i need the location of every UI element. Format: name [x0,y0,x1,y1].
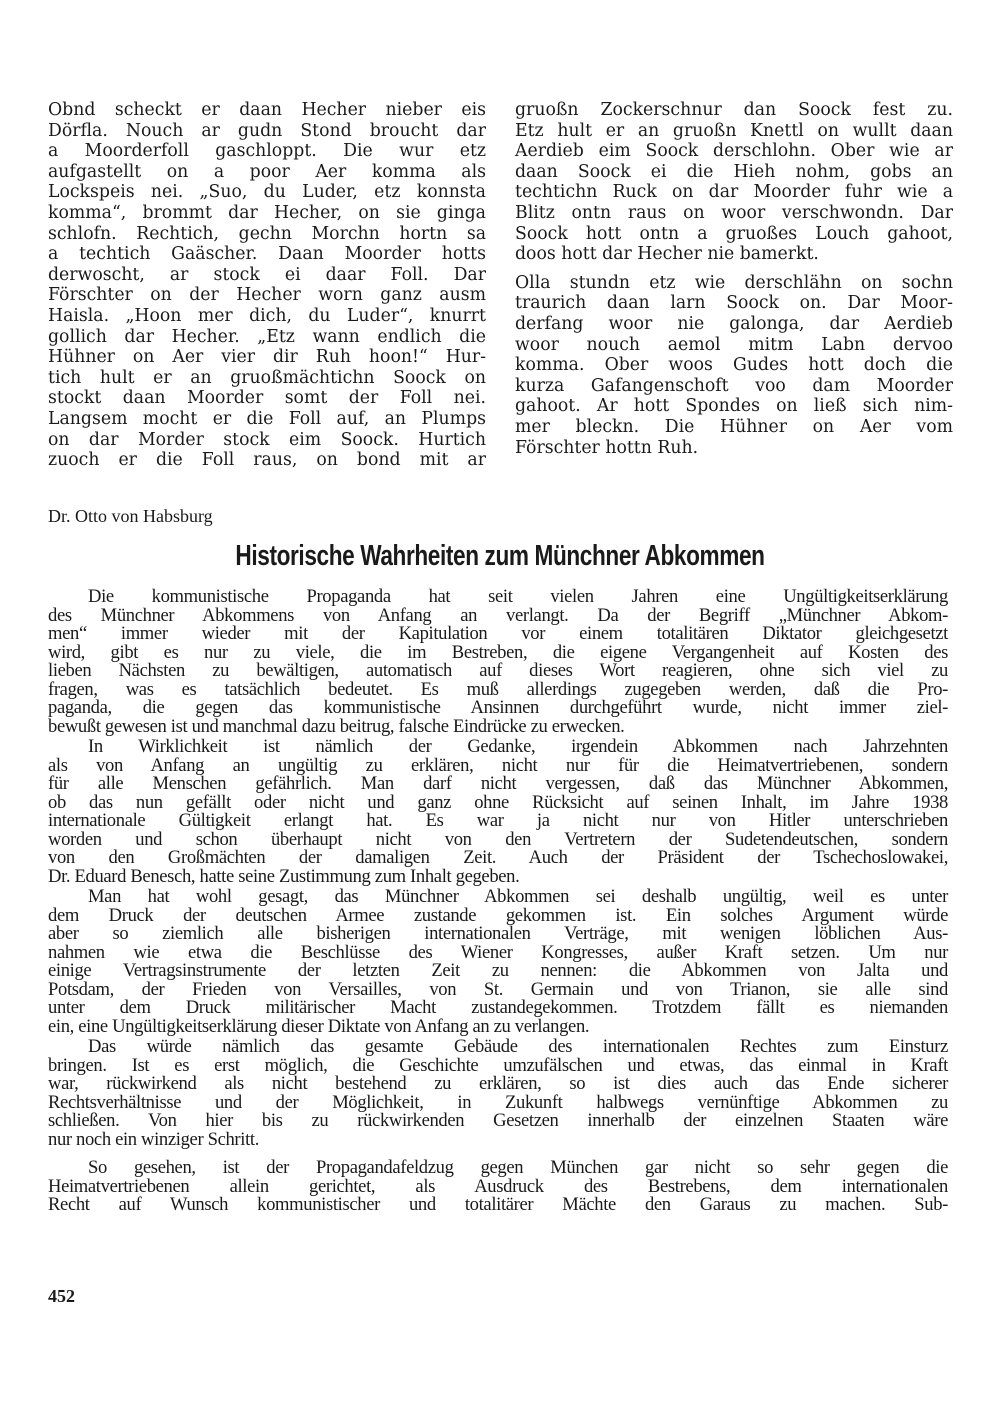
text-line: einige Vertragsinstrumente der letzten Zeit zu nennen: die Abkommen von Jalta und [48,960,948,981]
text-line: Aerdieb eim Soock derschlohn. Ober wie ar [515,141,953,162]
paragraph [48,1159,948,1215]
text-line: Die kommunistische Propaganda hat seit vielen Jahren eine Ungültigkeitserklärung [88,586,948,607]
text-line: stockt daan Moorder somt der Foll nei. [48,388,486,409]
text-line: Dörfla. Nouch ar gudn Stond broucht dar [48,120,486,141]
text-line: schließen. Von hier bis zu rückwirkenden Gesetzen innerhalb der einzelnen Staaten wäre [48,1110,948,1131]
text-line: lieben Nächsten zu bewältigen, automatisch auf dieses Wort reagieren, ohne sich viel zu [48,660,948,681]
text-line: fragen, was es tatsächlich bedeutet. Es muß allerdings zugegeben werden, daß die Pro- [48,678,948,700]
text-line: derwoscht, ar stock ei daar Foll. Dar [48,264,486,285]
paragraph [48,588,948,736]
text-line: Olla stundn etz wie derschlähn on sochn [515,272,953,293]
text-line: Dr. Eduard Benesch, hatte seine Zustimmung zum Inhalt gegeben. [48,865,520,887]
paragraph [48,1038,948,1149]
text-line: doos hott dar Hecher nie bamerkt. [515,244,819,265]
text-line: Etz hult er an gruoßn Knettl on wullt daan [515,120,953,141]
text-line: woor nouch aemol mitm Labn dervoo [515,334,953,355]
text-line: für alle Menschen gefährlich. Man darf nicht vergessen, daß das Münchner Abkommen, [48,773,948,794]
text-line: So gesehen, ist der Propagandafeldzug gegen München gar nicht so sehr gegen die [88,1157,948,1178]
text-line: traurich daan larn Soock on. Dar Moor- [515,293,953,314]
text-line: des Münchner Abkommens von Anfang an verlangt. Da der Begriff „Münchner Abkom- [48,604,948,626]
text-line: Obnd scheckt er daan Hecher nieber eis [48,100,486,120]
text-line: mer bleckn. Die Hühner on Aer vom [515,416,953,437]
text-line: gruoßn Zockerschnur dan Soock fest zu. [515,100,953,120]
text-line: men“ immer wieder mit der Kapitulation vor einem totalitären Diktator gleichgesetzt [48,623,948,644]
text-line: Langsem mocht er die Foll auf, an Plumps [48,408,486,429]
text-line: Heimatvertriebenen allein gerichtet, als Ausdruck des Bestrebens, dem internationalen [48,1175,948,1197]
text-line: Förschter hottn Ruh. [515,437,699,458]
paragraph [48,100,486,471]
text-line: Das würde nämlich das gesamte Gebäude des internationalen Rechtes zum Einsturz [88,1036,948,1057]
text-line: Blitz ontn raus on woor verschwondn. Dar [515,202,953,223]
text-line: dem Druck der deutschen Armee zustande gekommen ist. Ein solches Argument würde [48,904,948,926]
paragraph [48,888,948,1036]
text-line: aufgastellt on a poor Aer komma als [48,161,486,182]
text-line: schlofn. Rechtich, gechn Morchn hortn sa [48,223,486,244]
text-line: tich hult er an gruoßmächtichn Soock on [48,367,486,388]
paragraph [48,738,948,886]
text-line: derfang woor nie galonga, dar Aerdieb [515,313,953,334]
text-line: bewußt gewesen ist und manchmal dazu beitrug, falsche Eindrücke zu erwecken. [48,715,625,737]
text-line: a Moorderfoll gaschloppt. Die wur etz [48,141,486,162]
page-number: 452 [48,1286,75,1306]
text-line: nahmen wie etwa die Beschlüsse des Wiener Kongresses, außer Kraft setzen. Um nur [48,941,948,963]
text-line: a techtich Gaäscher. Daan Moorder hotts [48,244,486,265]
right-column-text [515,100,953,458]
text-line: gollich dar Hecher. „Etz wann endlich die [48,326,486,347]
text-line: bringen. Ist es erst möglich, die Geschichte umzufälschen und etwas, das einmal in Kraft [48,1054,948,1076]
text-line: kurza Gafangenschoft voo dam Moorder [515,375,953,396]
text-line: unter dem Druck militärischer Macht zustandegekommen. Trotzdem fällt es niemanden [48,997,948,1018]
text-line: Lockspeis nei. „Suo, du Luder, etz konnsta [48,182,486,203]
text-line: aber so ziemlich alle bisherigen internationalen Verträge, mit wenigen löblichen Aus- [48,923,948,944]
text-line: In Wirklichkeit ist nämlich der Gedanke, irgendein Abkommen nach Jahrzehnten [88,736,948,757]
article-author: Dr. Otto von Habsburg [48,506,213,526]
text-line: ein, eine Ungültigkeitserklärung dieser Diktate von Anfang an zu verlangen. [48,1015,590,1037]
article-title: Historische Wahrheiten zum Münchner Abkommen [235,540,765,572]
text-line: komma“, brommt dar Hecher, on sie ginga [48,202,486,223]
text-line: Haisla. „Hoon mer dich, du Luder“, knurrt [48,305,486,326]
text-line: Recht auf Wunsch kommunistischer und totalitärer Mächte den Garaus zu machen. Sub- [48,1194,948,1215]
left-column-text [48,100,486,471]
text-line: Rechtsverhältnisse und der Möglichkeit, in Zukunft halbwegs vernünftige Abkommen zu [48,1091,948,1113]
text-line: als von Anfang an ungültig zu erklären, nicht nur für die Heimatvertriebenen, sondern [48,754,948,776]
text-line: Förschter on der Hecher worn ganz ausm [48,285,486,306]
text-line: gahoot. Ar hott Spondes on ließ sich nim- [515,396,953,417]
text-line: paganda, die gegen das kommunistische Ansinnen durchgeführt wurde, nicht immer ziel- [48,697,948,718]
text-line: internationale Gültigkeit erlangt hat. Es war ja nicht nur von Hitler unterschrieben [48,810,948,831]
paragraph [515,100,953,265]
text-line: worden und schon überhaupt nicht von den Vertretern der Sudetendeutschen, sondern [48,828,948,850]
text-line: techtichn Ruck on dar Moorder fuhr wie a [515,182,953,203]
text-line: von den Großmächten der damaligen Zeit. Auch der Präsident der Tschechoslowakei, [48,847,948,868]
paragraph [515,273,953,458]
text-line: wird, gibt es nur zu viele, die im Bestreben, die eigene Vergangenheit auf Kosten des [48,641,948,663]
article-body [48,588,948,1215]
text-line: komma. Ober woos Gudes hott doch die [515,355,953,376]
text-line: Hühner on Aer vier dir Ruh hoon!“ Hur- [48,347,486,368]
text-line: zuoch er die Foll raus, on bond mit ar [48,450,486,471]
text-line: nur noch ein winziger Schritt. [48,1128,260,1150]
text-line: ob das nun gefällt oder nicht und ganz ohne Rücksicht auf seinen Inhalt, im Jahre 1938 [48,791,948,813]
text-line: Soock hott ontn a gruoßes Louch gahoot, [515,223,953,244]
text-line: on dar Morder stock eim Soock. Hurtich [48,429,486,450]
text-line: Potsdam, der Frieden von Versailles, von St. Germain und von Trianon, sie alle sind [48,978,948,1000]
text-line: daan Soock ei die Hieh nohm, gobs an [515,161,953,182]
text-line: war, rückwirkend als nicht bestehend zu erklären, so ist dies auch das Ende sicherer [48,1073,948,1094]
text-line: Man hat wohl gesagt, das Münchner Abkommen sei deshalb ungültig, weil es unter [88,886,948,907]
